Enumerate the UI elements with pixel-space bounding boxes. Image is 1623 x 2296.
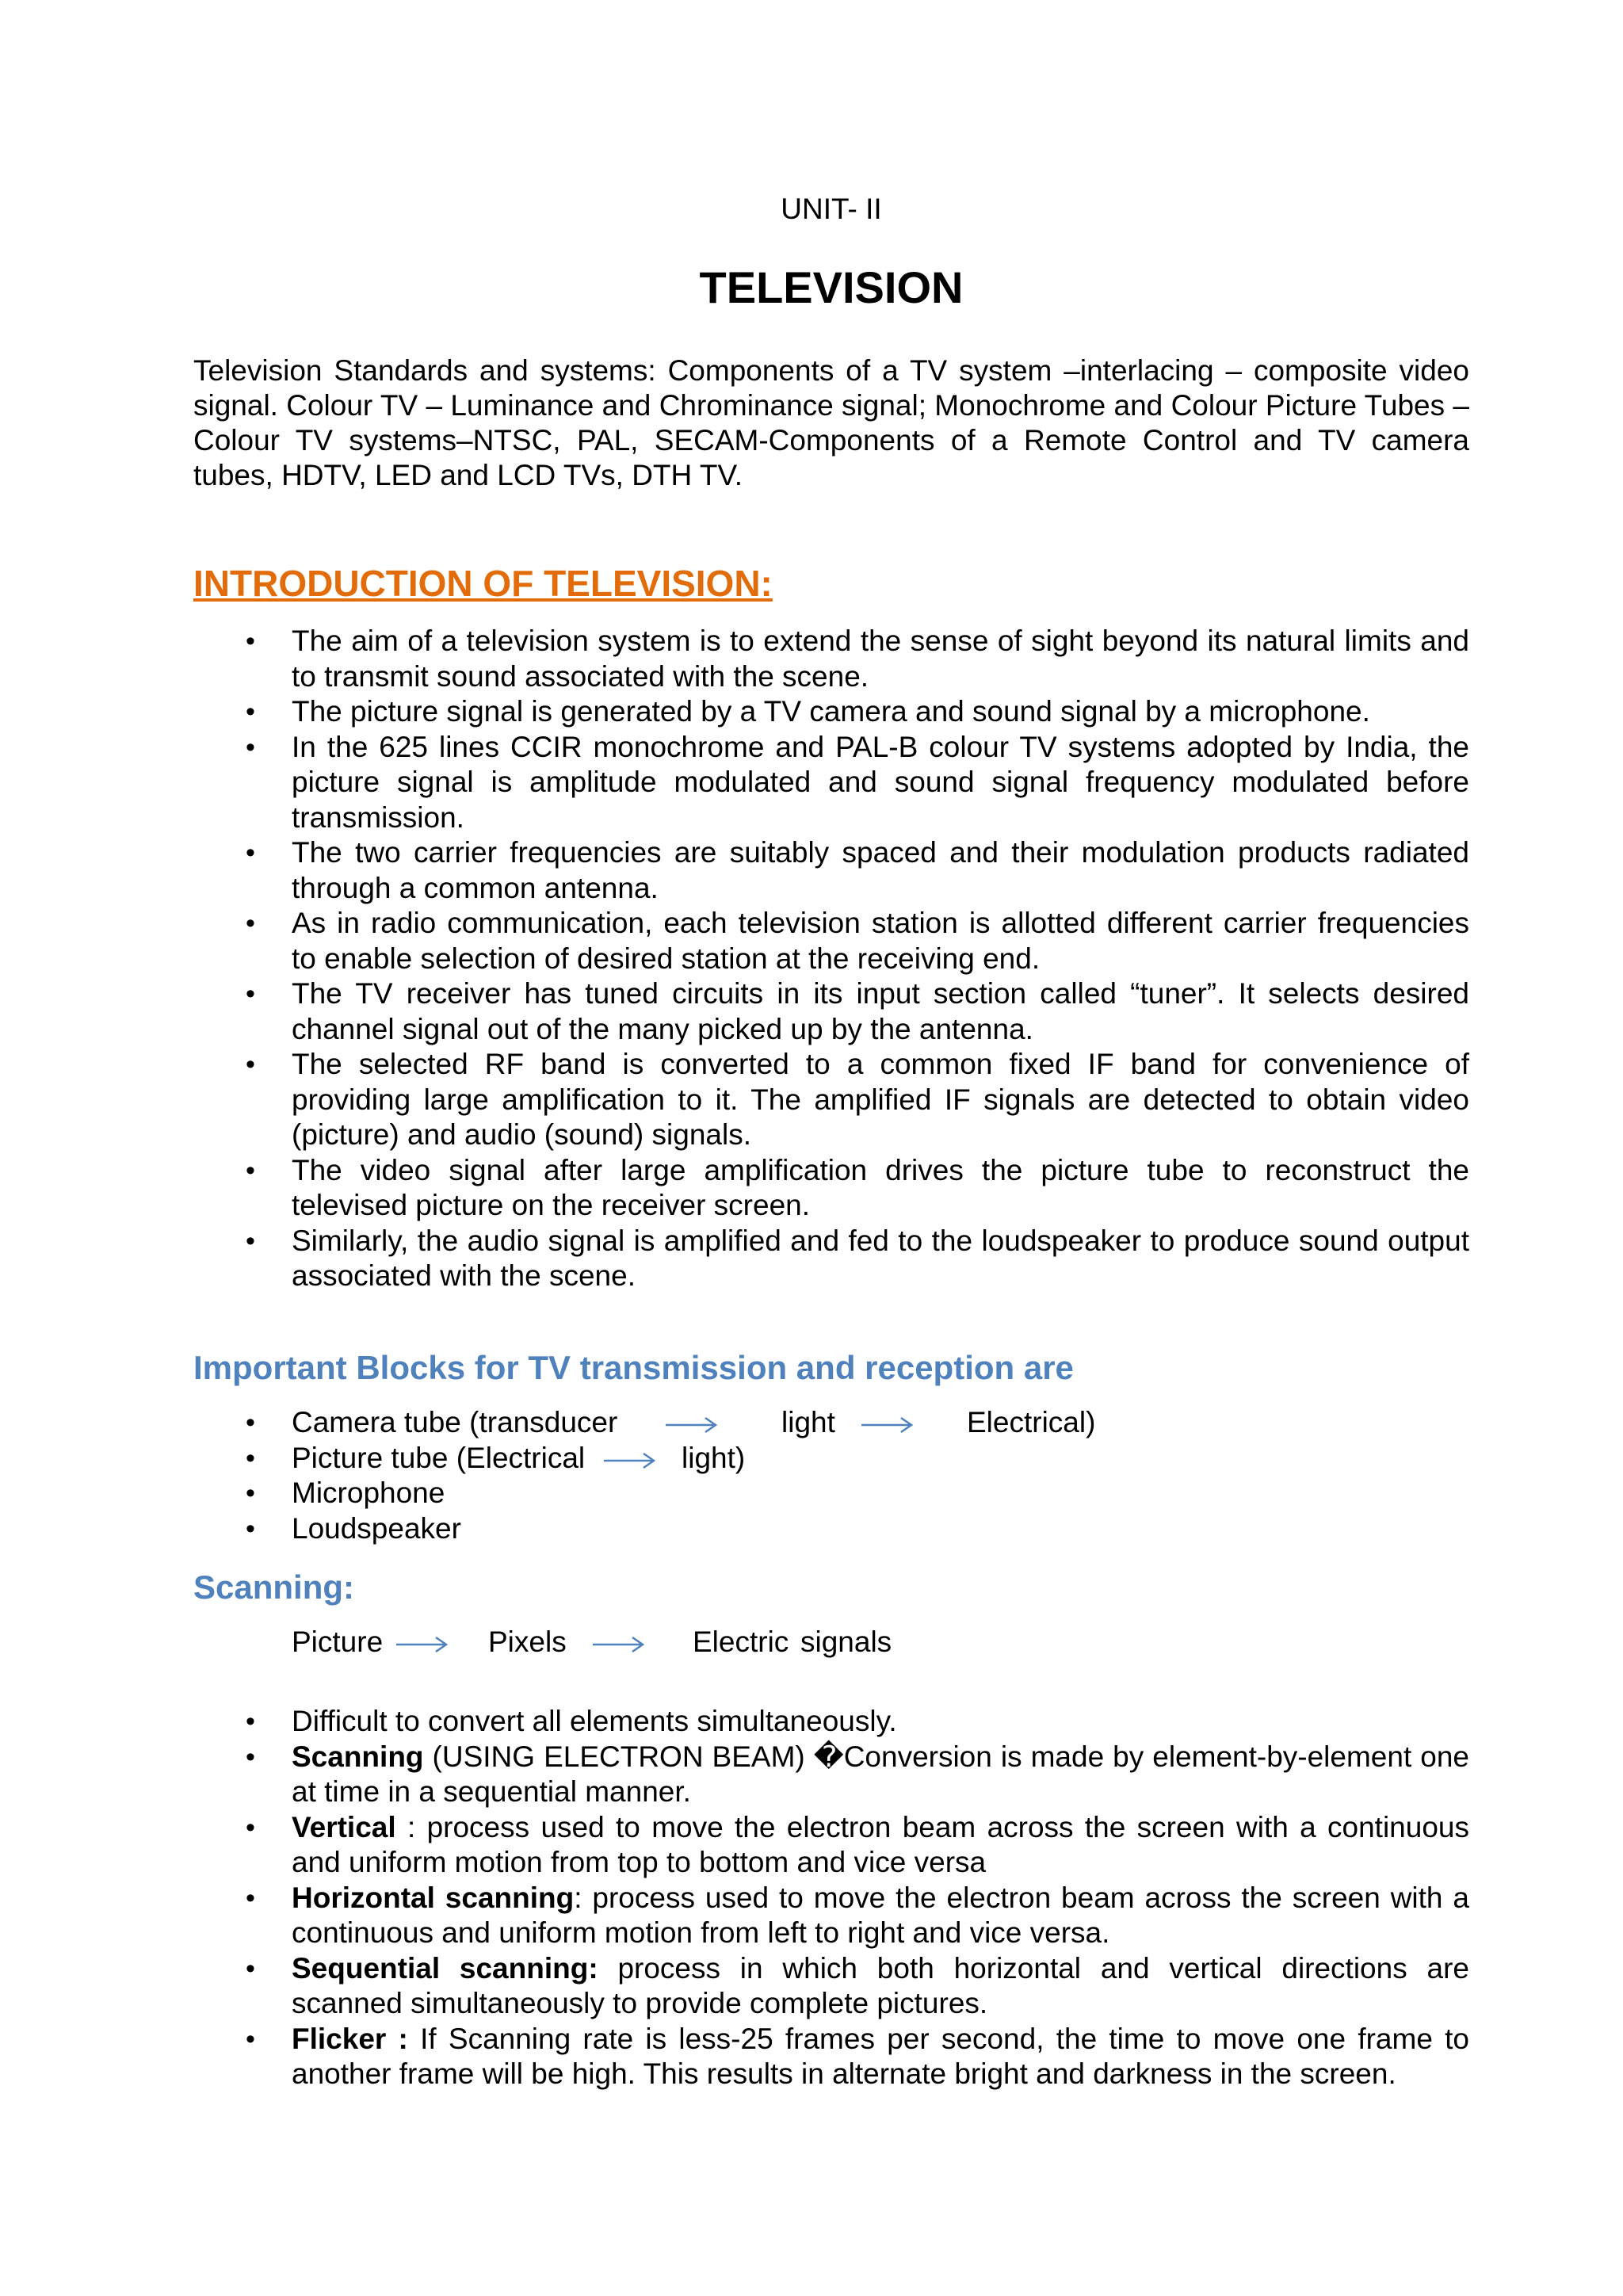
list-item: • Similarly, the audio signal is amplified and fed to the loudspeaker to produce sound output associated with the scene. [246, 1224, 1469, 1292]
bullet-icon: • [246, 1225, 255, 1256]
bullet-icon: • [246, 1706, 255, 1736]
list-item-camera-tube: • Camera tube (transducer light Electrical) [193, 1405, 1469, 1441]
list-item: • In the 625 lines CCIR monochrome and PAL-B colour TV systems adopted by India, the picture signal is amplitude modulated and sound signal frequency modulated before transmission. [246, 730, 1469, 834]
bullet-icon: • [246, 1513, 255, 1544]
bullet-icon: • [246, 626, 255, 656]
right-arrow-icon [395, 1636, 449, 1653]
list-item: • Sequential scanning: process in which both horizontal and vertical directions are scanned simultaneously to provide complete pictures. [246, 1951, 1469, 2019]
bullet-icon: • [246, 1812, 255, 1843]
bullet-icon: • [246, 1882, 255, 1913]
list-item: • The selected RF band is converted to a common fixed IF band for convenience of providing large amplification to it. The amplified IF signals are detected to obtain video (picture) and audio (sound) signals. [246, 1048, 1469, 1151]
list-item: • Flicker : If Scanning rate is less-25 frames per second, the time to move one frame to another frame will be high. This results in alternate bright and darkness in the screen. [246, 2022, 1469, 2090]
blocks-heading: Important Blocks for TV transmission and reception are [193, 1349, 1074, 1386]
list-item: • Difficult to convert all elements simultaneously. [193, 1704, 1469, 1740]
list-item-picture-tube: • Picture tube (Electrical light) [193, 1441, 1469, 1477]
list-item: • Vertical : process used to move the electron beam across the screen with a continuous and uniform motion from top to bottom and vice versa [246, 1810, 1469, 1878]
bullet-icon: • [246, 1741, 255, 1772]
bullet-icon: • [246, 697, 255, 727]
unit-label: UNIT- II [781, 193, 882, 225]
scanning-list [193, 1704, 1469, 2092]
syllabus-abstract: Television Standards and systems: Components of a TV system –interlacing – composite video signal. Colour TV – Luminance and Chrominance signal; Monochrome and Colour Picture Tubes – Colour TV systems–NTSC, PAL, SECAM-Components of a Remote Control and TV camera tubes, HDTV, LED and LCD TVs, DTH TV. [193, 354, 1469, 491]
bullet-icon: • [246, 1155, 255, 1186]
blocks-list [193, 1405, 1469, 1546]
right-arrow-icon [602, 1452, 656, 1469]
list-item: • Microphone [193, 1476, 1469, 1511]
list-item: • The aim of a television system is to extend the sense of sight beyond its natural limits and to transmit sound associated with the scene. [246, 625, 1469, 693]
right-arrow-icon [664, 1416, 718, 1434]
bullet-icon: • [246, 732, 255, 762]
list-item: • The picture signal is generated by a TV camera and sound signal by a microphone. [193, 694, 1469, 730]
page-title: TELEVISION [699, 262, 964, 312]
bullet-icon: • [246, 1408, 255, 1438]
list-item: • The TV receiver has tuned circuits in its input section called “tuner”. It selects desired channel signal out of the many picked up by the antenna. [246, 977, 1469, 1045]
bullet-icon: • [246, 908, 255, 938]
list-item: • The two carrier frequencies are suitably spaced and their modulation products radiated through a common antenna. [246, 836, 1469, 904]
list-item: • Scanning (USING ELECTRON BEAM) �Conversion is made by element-by-element one at time in a sequential manner. [246, 1740, 1469, 1808]
right-arrow-icon [860, 1416, 914, 1434]
bullet-icon: • [246, 838, 255, 868]
scanning-heading: Scanning: [193, 1568, 355, 1606]
bullet-icon: • [246, 1953, 255, 1984]
bullet-icon: • [246, 1049, 255, 1079]
introduction-list [193, 624, 1469, 1294]
bullet-icon: • [246, 1478, 255, 1508]
scanning-flow: Picture Pixels Electric signals [292, 1626, 892, 1658]
right-arrow-icon [591, 1636, 645, 1653]
bullet-icon: • [246, 979, 255, 1009]
list-item: • The video signal after large amplification drives the picture tube to reconstruct the televised picture on the receiver screen. [246, 1153, 1469, 1221]
bullet-icon: • [246, 2023, 255, 2054]
list-item: • Loudspeaker [193, 1511, 1469, 1547]
list-item: • As in radio communication, each television station is allotted different carrier frequencies to enable selection of desired station at the receiving end. [246, 907, 1469, 975]
introduction-heading: INTRODUCTION OF TELEVISION: [193, 563, 773, 604]
bullet-icon: • [246, 1442, 255, 1473]
list-item: • Horizontal scanning: process used to move the electron beam across the screen with a continuous and uniform motion from left to right and vice versa. [246, 1881, 1469, 1949]
